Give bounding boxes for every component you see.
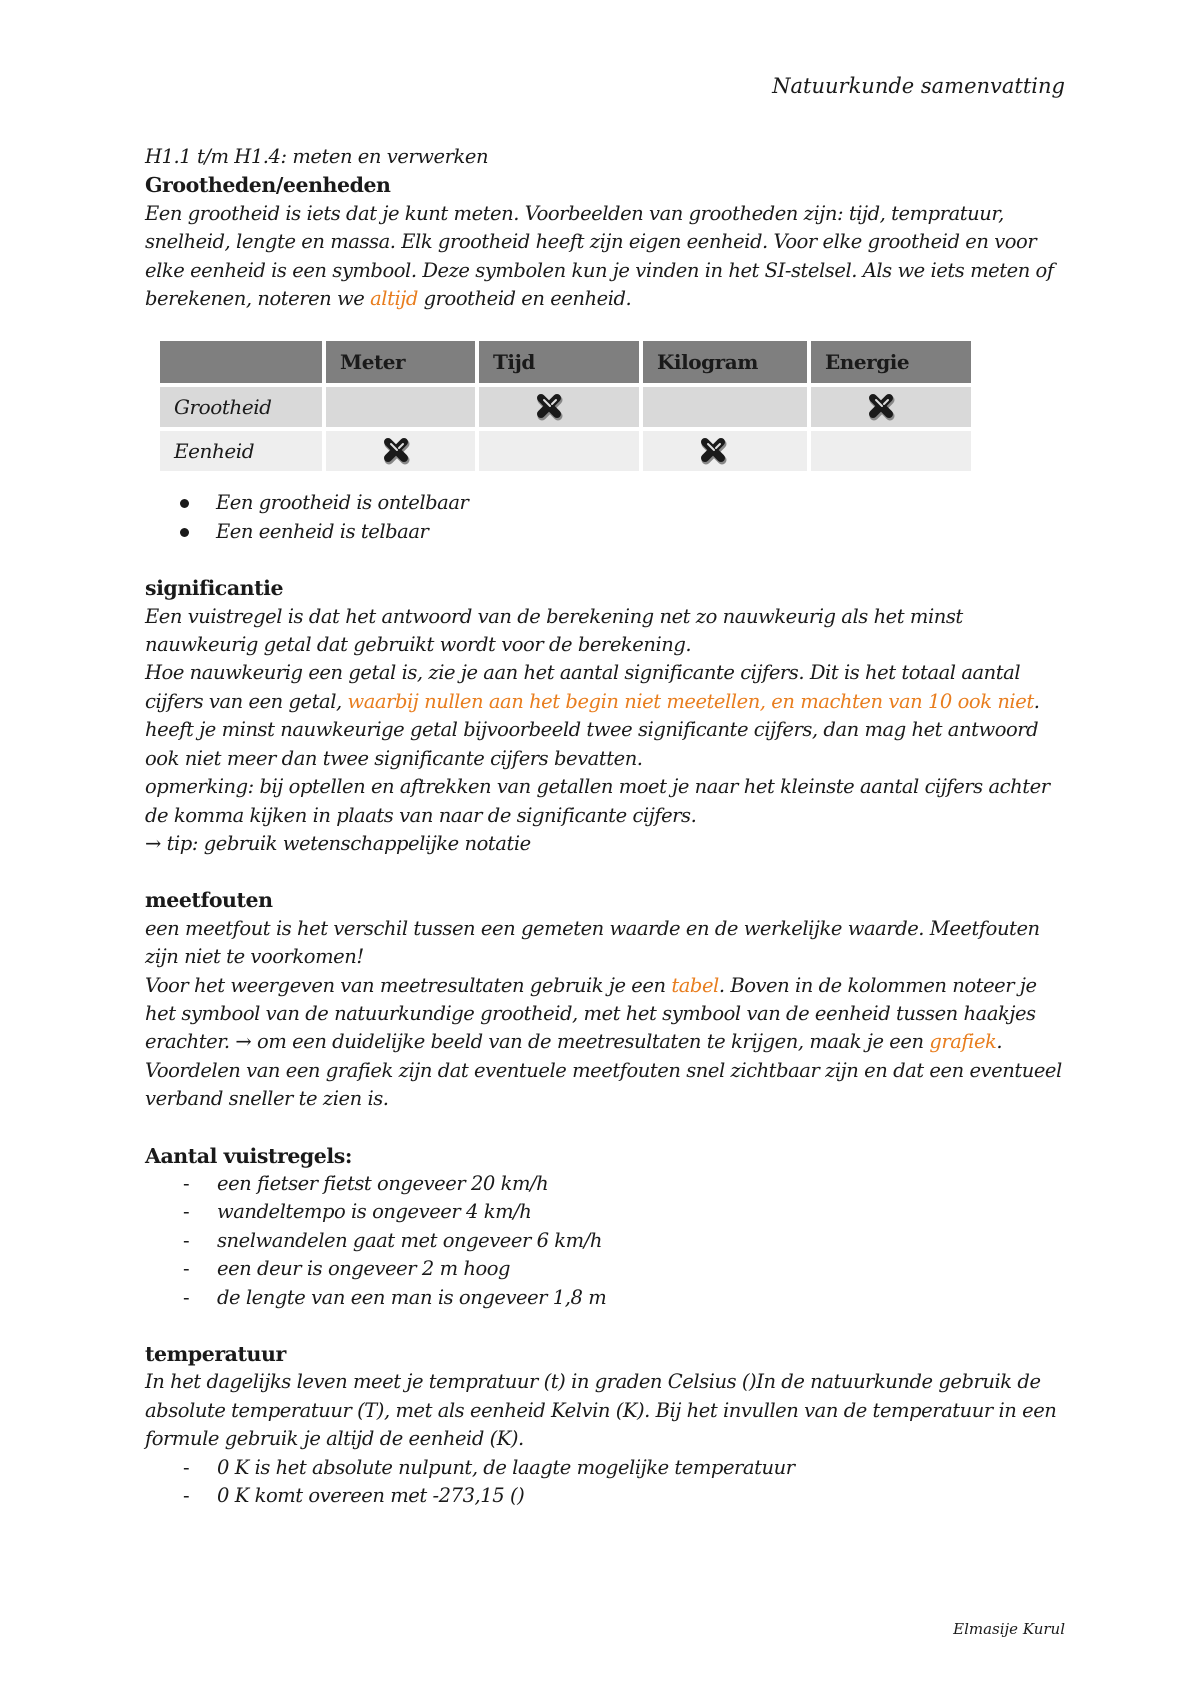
table-cell (479, 431, 639, 471)
paragraph-significantie-1: Een vuistregel is dat het antwoord van de berekening net zo nauwkeurig als het minst nauwkeurig getal dat gebruikt wordt voor de berekening. (145, 604, 963, 657)
heading-vuistregels: Aantal vuistregels: (145, 1143, 352, 1168)
list-item: - de lengte van een man is ongeveer 1,8 m (183, 1284, 1065, 1312)
paragraph-meetfouten-1: een meetfout is het verschil tussen een gemeten waarde en de werkelijke waarde. Meetfouten zijn niet te voorkomen! (145, 916, 1040, 969)
row-label: Grootheid (160, 387, 322, 427)
x-mark-icon (535, 392, 565, 422)
highlight-tabel: tabel (671, 973, 719, 997)
heading-temperatuur: temperatuur (145, 1342, 286, 1366)
table-row (160, 387, 971, 427)
table-cell (326, 387, 475, 427)
table-header-cell: Tijd (479, 341, 639, 383)
list-item: - snelwandelen gaat met ongeveer 6 km/h (183, 1227, 1065, 1255)
x-mark-icon (867, 392, 897, 422)
highlight-grafiek: grafiek (929, 1030, 997, 1054)
list-item: - een deur is ongeveer 2 m hoog (183, 1255, 1065, 1283)
table-row (160, 431, 971, 471)
table-header-cell: Meter (326, 341, 475, 383)
paragraph-grootheden (145, 200, 1065, 314)
table-cell (643, 387, 807, 427)
table-cell (811, 387, 971, 427)
x-mark-icon (382, 436, 412, 466)
heading-significantie: significantie (145, 576, 284, 601)
bullet-list (180, 489, 1065, 546)
text-run: Een grootheid is iets dat je kunt meten. Voorbeelden van grootheden zijn: tijd, tempratuur, snelheid, lengte en massa. Elk grootheid heeft zijn eigen eenheid. Voor elke grootheid en voor elke eenheid is een symbool. Deze symbolen kun je vinden in het SI-stelsel. Als we iets meten of berekenen, noteren we (145, 201, 1054, 311)
text-run: Hoe nauwkeurig een getal is, zie je aan het aantal significante cijfers. Dit is het totaal aantal cijfers van een getal, (145, 661, 1021, 713)
list-item: - wandeltempo is ongeveer 4 km/h (183, 1198, 1065, 1226)
table-cell (811, 431, 971, 471)
paragraph-temperatuur: In het dagelijks leven meet je tempratuur (t) in graden Celsius ()In de natuurkunde gebruik de absolute temperatuur (T), met als eenheid Kelvin (K). Bij het invullen van de temperatuur in een formule gebruik je altijd de eenheid (K). (145, 1370, 1057, 1451)
text-run: grootheid en eenheid. (417, 287, 632, 311)
paragraph-meetfouten-2 (145, 972, 1065, 1114)
table-cell (326, 431, 475, 471)
list-item: - 0 K komt overeen met -273,15 () (183, 1482, 1065, 1510)
text-run: . Boven in de kolommen noteer je het symbool van de natuurkundige grootheid, met het symbool van de eenheid tussen haakjes erachter. → om een duidelijke beeld van de meetresultaten te krijgen, maak je een (145, 973, 1037, 1054)
tip-line: → tip: gebruik wetenschappelijke notatie (145, 831, 531, 855)
heading-meetfouten: meetfouten (145, 888, 273, 913)
table-header-row (160, 341, 971, 383)
page-footer: Elmasije Kurul (953, 1620, 1065, 1638)
table-header-cell (160, 341, 322, 383)
highlight-nullen: waarbij nullen aan het begin niet meetellen, en machten van 10 ook niet (347, 689, 1034, 713)
table-header-cell: Energie (811, 341, 971, 383)
vuistregels-list (183, 1170, 1065, 1312)
section-subtitle: H1.1 t/m H1.4: meten en verwerken (145, 145, 489, 168)
page-header: Natuurkunde samenvatting (772, 74, 1065, 98)
text-run: . Voordelen van een grafiek zijn dat eventuele meetfouten snel zichtbaar zijn en dat een eventueel verband sneller te zien is. (145, 1030, 1062, 1111)
row-label: Eenheid (160, 431, 322, 471)
table-cell (479, 387, 639, 427)
list-item: Een eenheid is telbaar (180, 518, 1065, 546)
highlight-altijd: altijd (370, 287, 418, 311)
table-cell (643, 431, 807, 471)
text-run: Voor het weergeven van meetresultaten gebruik je een (145, 973, 672, 997)
table-header-cell: Kilogram (643, 341, 807, 383)
paragraph-opmerking: opmerking: bij optellen en aftrekken van getallen moet je naar het kleinste aantal cijfers achter de komma kijken in plaats van naar de significante cijfers. (145, 775, 1050, 827)
text-run: . heeft je minst nauwkeurige getal bijvoorbeeld twee significante cijfers, dan mag het antwoord ook niet meer dan twee significante cijfers bevatten. (145, 689, 1040, 770)
temperatuur-list (183, 1454, 1065, 1511)
list-item: Een grootheid is ontelbaar (180, 489, 1065, 517)
paragraph-significantie-2 (145, 659, 1065, 773)
document-body (145, 143, 1065, 1510)
list-item: - 0 K is het absolute nulpunt, de laagte mogelijke temperatuur (183, 1454, 1065, 1482)
grootheid-eenheid-table (156, 337, 975, 475)
x-mark-icon (699, 436, 729, 466)
heading-grootheden: Grootheden/eenheden (145, 173, 391, 198)
list-item: - een fietser fietst ongeveer 20 km/h (183, 1170, 1065, 1198)
